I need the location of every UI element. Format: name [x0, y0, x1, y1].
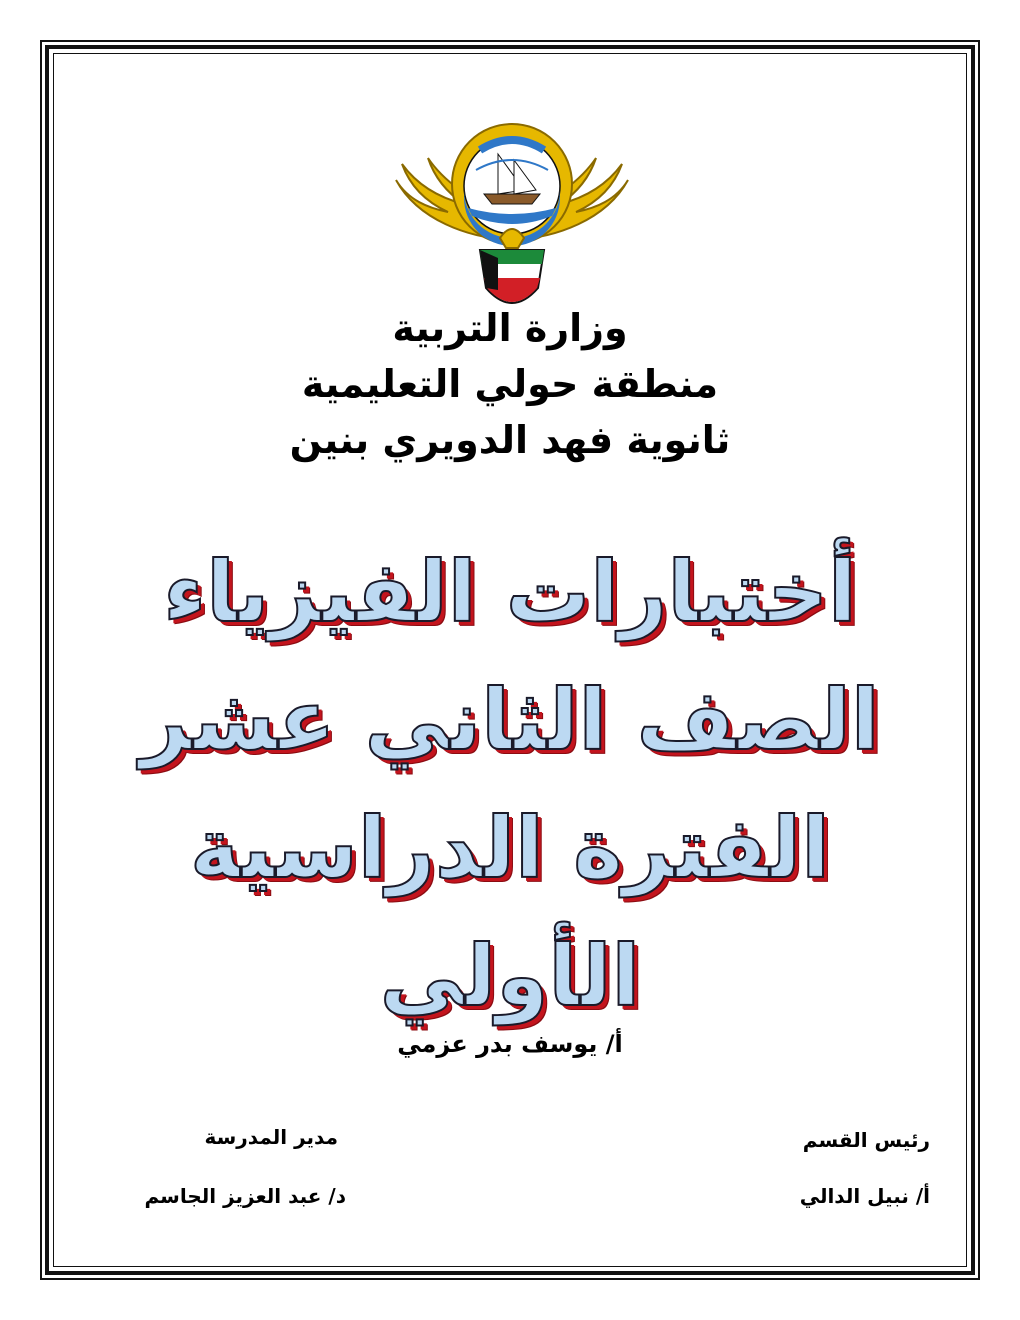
document-title [60, 528, 960, 1040]
header-block [60, 300, 960, 468]
department-head-name: أ/ نبيل الدالي [799, 1184, 930, 1208]
school-name: ثانوية فهد الدويري بنين [289, 418, 731, 462]
kuwait-emblem-icon [388, 120, 636, 320]
title-subject: أختبارات الفيزياء [163, 543, 857, 641]
principal-role: مدير المدرسة [204, 1125, 338, 1149]
title-grade: الصف الثاني عشر [140, 671, 880, 769]
ministry-name: وزارة التربية [392, 306, 628, 350]
principal-name: د/ عبد العزيز الجاسم [144, 1184, 346, 1208]
department-head-role: رئيس القسم [802, 1128, 930, 1152]
title-term: الفترة الدراسية الأولي [189, 799, 830, 1025]
teacher-name: أ/ يوسف بدر عزمي [397, 1030, 623, 1058]
district-name: منطقة حولي التعليمية [301, 362, 719, 406]
